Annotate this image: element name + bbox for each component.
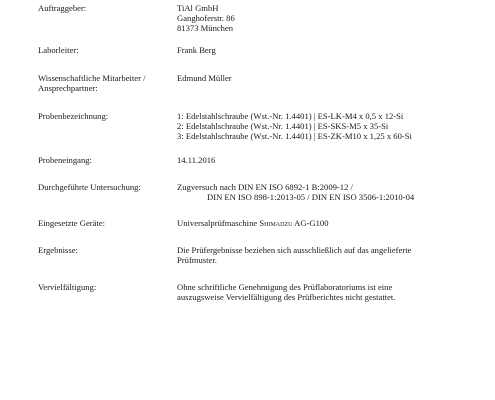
label-laborleiter: Laborleiter: — [38, 45, 79, 55]
sample-1: 1: Edelstahlschraube (Wst.-Nr. 1.4401) | ES-LK-M4 x 0,5 x 12-Si — [177, 111, 404, 121]
label-geraete: Eingesetzte Geräte: — [38, 218, 106, 228]
sample-3: 3: Edelstahlschraube (Wst.-Nr. 1.4401) | ES-ZK-M10 x 1,25 x 60-Si — [177, 131, 412, 141]
equipment-prefix: Universalprüfmaschine — [177, 218, 260, 228]
value-mitarbeiter — [177, 73, 477, 83]
value-probenbezeichnung — [177, 111, 477, 141]
value-ergebnisse — [177, 245, 477, 265]
value-untersuchung — [177, 182, 477, 202]
label-probeneingang: Probeneingang: — [38, 155, 92, 165]
lab-head-name: Frank Berg — [177, 45, 216, 55]
label-mitarbeiter — [38, 73, 170, 93]
receipt-date: 14.11.2016 — [177, 155, 216, 165]
client-street: Ganghoferstr. 86 — [177, 13, 235, 23]
value-probeneingang — [177, 155, 477, 165]
results-line1: Die Prüfergebnisse beziehen sich ausschließlich auf das angelieferte — [177, 245, 412, 255]
copy-notice-line1: Ohne schriftliche Genehmigung des Prüflaboratoriums ist eine — [177, 282, 393, 292]
client-city: 81373 München — [177, 23, 234, 33]
test-standard-line2: DIN EN ISO 898-1:2013-05 / DIN EN ISO 3506-1:2010-04 — [207, 192, 415, 202]
equipment-suffix: AG-G100 — [292, 218, 329, 228]
equipment — [177, 218, 477, 228]
label-mitarbeiter-line1: Wissenschaftliche Mitarbeiter / — [38, 73, 146, 83]
label-probenbezeichnung: Probenbezeichnung: — [38, 111, 109, 121]
test-standard-line1: Zugversuch nach DIN EN ISO 6892-1 B:2009-12 / — [177, 182, 353, 192]
label-auftraggeber: Auftraggeber: — [38, 3, 87, 13]
value-geraete — [177, 218, 477, 228]
label-ergebnisse: Ergebnisse: — [38, 245, 78, 255]
value-laborleiter — [177, 45, 477, 55]
contact-name: Edmund Müller — [177, 73, 232, 83]
equipment-brand: Shimadzu — [259, 218, 293, 228]
sample-2: 2: Edelstahlschraube (Wst.-Nr. 1.4401) | ES-SKS-M5 x 35-Si — [177, 121, 389, 131]
label-mitarbeiter-line2: Ansprechpartner: — [38, 83, 98, 93]
value-auftraggeber — [177, 3, 477, 33]
copy-notice-line2: auszugsweise Vervielfältigung des Prüfberichtes nicht gestattet. — [177, 292, 396, 302]
label-untersuchung: Durchgeführte Untersuchung: — [38, 182, 141, 192]
value-vervielfaeltigung — [177, 282, 477, 302]
label-vervielfaeltigung: Vervielfältigung: — [38, 282, 97, 292]
client-name: TiAl GmbH — [177, 3, 219, 13]
results-line2: Prüfmuster. — [177, 255, 217, 265]
